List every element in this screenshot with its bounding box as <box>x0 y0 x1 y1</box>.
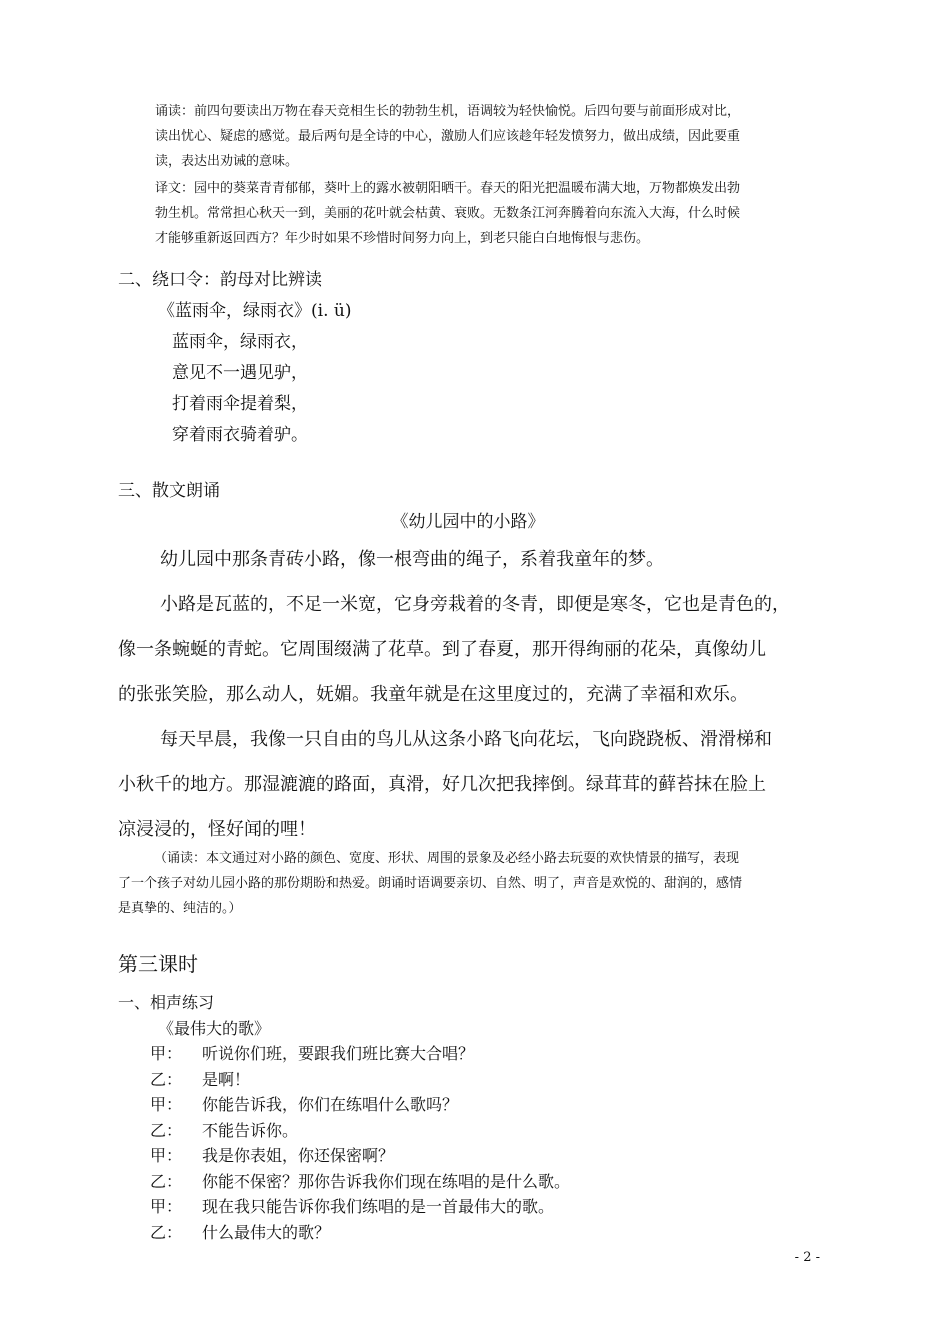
poem-title: 《蓝雨伞，绿雨衣》(i. ü) <box>158 301 352 321</box>
prose-section <box>118 476 818 538</box>
section-heading: 二、绕口令：韵母对比辨读 <box>118 270 322 290</box>
note-line: 了一个孩子对幼儿园小路的那份期盼和热爱。朗诵时语调要亲切、自然、明了，声音是欢悦的、甜润的，感情 <box>118 876 743 891</box>
speaker-label: 甲： <box>150 1146 183 1165</box>
dialog-line <box>150 1092 818 1118</box>
prose-line: 的张张笑脸，那么动人，妩媚。我童年就是在这里度过的，充满了幸福和欢乐。 <box>118 684 748 705</box>
speaker-label: 乙： <box>150 1120 183 1140</box>
reading-note <box>155 99 825 251</box>
translation-line-2: 勃生机。常常担心秋天一到，美丽的花叶就会枯黄、衰败。无数条江河奔腾着向东流入大海，什么时候 <box>155 206 741 221</box>
reading-line-2: 读出忧心、疑虑的感觉。最后两句是全诗的中心，激励人们应该趁年轻发愤努力，做出成绩，因此要重 <box>155 129 741 144</box>
dialog-text: 是啊！ <box>202 1069 251 1089</box>
translation-text: 园中的葵菜青青郁郁，葵叶上的露水被朝阳晒干。春天的阳光把温暖布满大地，万物都焕发出勃 <box>194 181 741 196</box>
crosstalk-title: 《最伟大的歌》 <box>158 1018 271 1038</box>
translation-line-3: 才能够重新返回西方？年少时如果不珍惜时间努力向上，到老只能白白地悔恨与悲伤。 <box>155 231 650 246</box>
dialog-text: 什么最伟大的歌？ <box>202 1222 331 1242</box>
dialog-text: 我是你表姐，你还保密啊？ <box>202 1146 395 1165</box>
poem-line: 打着雨伞提着梨， <box>172 394 308 414</box>
prose-line: 像一条蜿蜒的青蛇。它周围缀满了花草。到了春夏，那开得绚丽的花朵，真像幼儿 <box>118 639 766 660</box>
page-number: - 2 - <box>794 1250 820 1265</box>
prose-line: 每天早晨，我像一只自由的鸟儿从这条小路飞向花坛，飞向跷跷板、滑滑梯和 <box>160 729 772 750</box>
lesson-3 <box>118 950 818 978</box>
poem-line: 穿着雨衣骑着驴。 <box>172 425 308 445</box>
speaker-label: 乙： <box>150 1171 183 1191</box>
note-line: 是真挚的、纯洁的。） <box>118 901 242 916</box>
dialog-text: 不能告诉你。 <box>202 1120 299 1140</box>
prose-line: 小路是瓦蓝的，不足一米宽，它身旁栽着的冬青，即便是寒冬，它也是青色的， <box>160 594 790 615</box>
crosstalk-section <box>118 990 818 1245</box>
speaker-label: 甲： <box>150 1197 183 1216</box>
speaker-label: 乙： <box>150 1069 183 1089</box>
prose-paragraph: 幼儿园中那条青砖小路，像一根弯曲的绳子，系着我童年的梦。 <box>160 549 664 570</box>
dialog-line <box>150 1169 818 1195</box>
speaker-label: 甲： <box>150 1044 183 1063</box>
tongue-twister-section <box>118 265 818 451</box>
lesson-heading: 第三课时 <box>118 952 198 976</box>
dialog-line <box>150 1220 818 1246</box>
reading-text: 前四句要读出万物在春天竞相生长的勃勃生机，语调较为轻快愉悦。后四句要与前面形成对比， <box>194 104 741 119</box>
prose-line: 小秋千的地方。那湿漉漉的路面，真滑，好几次把我摔倒。绿茸茸的藓苔抹在脸上 <box>118 774 766 795</box>
speaker-label: 甲： <box>150 1095 183 1114</box>
prose-body <box>118 537 818 852</box>
dialog-text: 现在我只能告诉你我们练唱的是一首最伟大的歌。 <box>202 1197 555 1216</box>
dialog-text: 你能不保密？那你告诉我你们现在练唱的是什么歌。 <box>202 1171 571 1191</box>
prose-title: 《幼儿园中的小路》 <box>391 512 545 532</box>
dialog-line <box>150 1067 818 1093</box>
prose-line: 凉浸浸的，怪好闻的哩！ <box>118 819 316 840</box>
prose-note <box>118 846 818 921</box>
dialog-line <box>150 1194 818 1220</box>
reading-line-3: 读，表达出劝诫的意味。 <box>155 154 299 169</box>
dialog-text: 听说你们班，要跟我们班比赛大合唱？ <box>202 1044 475 1063</box>
dialog-line <box>150 1041 818 1067</box>
reading-label: 诵读： <box>155 104 195 119</box>
dialog-line <box>150 1143 818 1169</box>
section-heading: 三、散文朗诵 <box>118 481 220 501</box>
dialog-text: 你能告诉我，你们在练唱什么歌吗？ <box>202 1095 459 1114</box>
note-line: （诵读：本文通过对小路的颜色、宽度、形状、周围的景象及必经小路去玩耍的欢快情景的描写，表现 <box>154 851 740 866</box>
poem-line: 意见不一遇见驴， <box>172 363 308 383</box>
dialog-line <box>150 1118 818 1144</box>
subsection-heading: 一、相声练习 <box>118 993 215 1012</box>
translation-label: 译文： <box>155 181 195 196</box>
speaker-label: 乙： <box>150 1222 183 1242</box>
poem-line: 蓝雨伞，绿雨衣， <box>172 332 308 352</box>
